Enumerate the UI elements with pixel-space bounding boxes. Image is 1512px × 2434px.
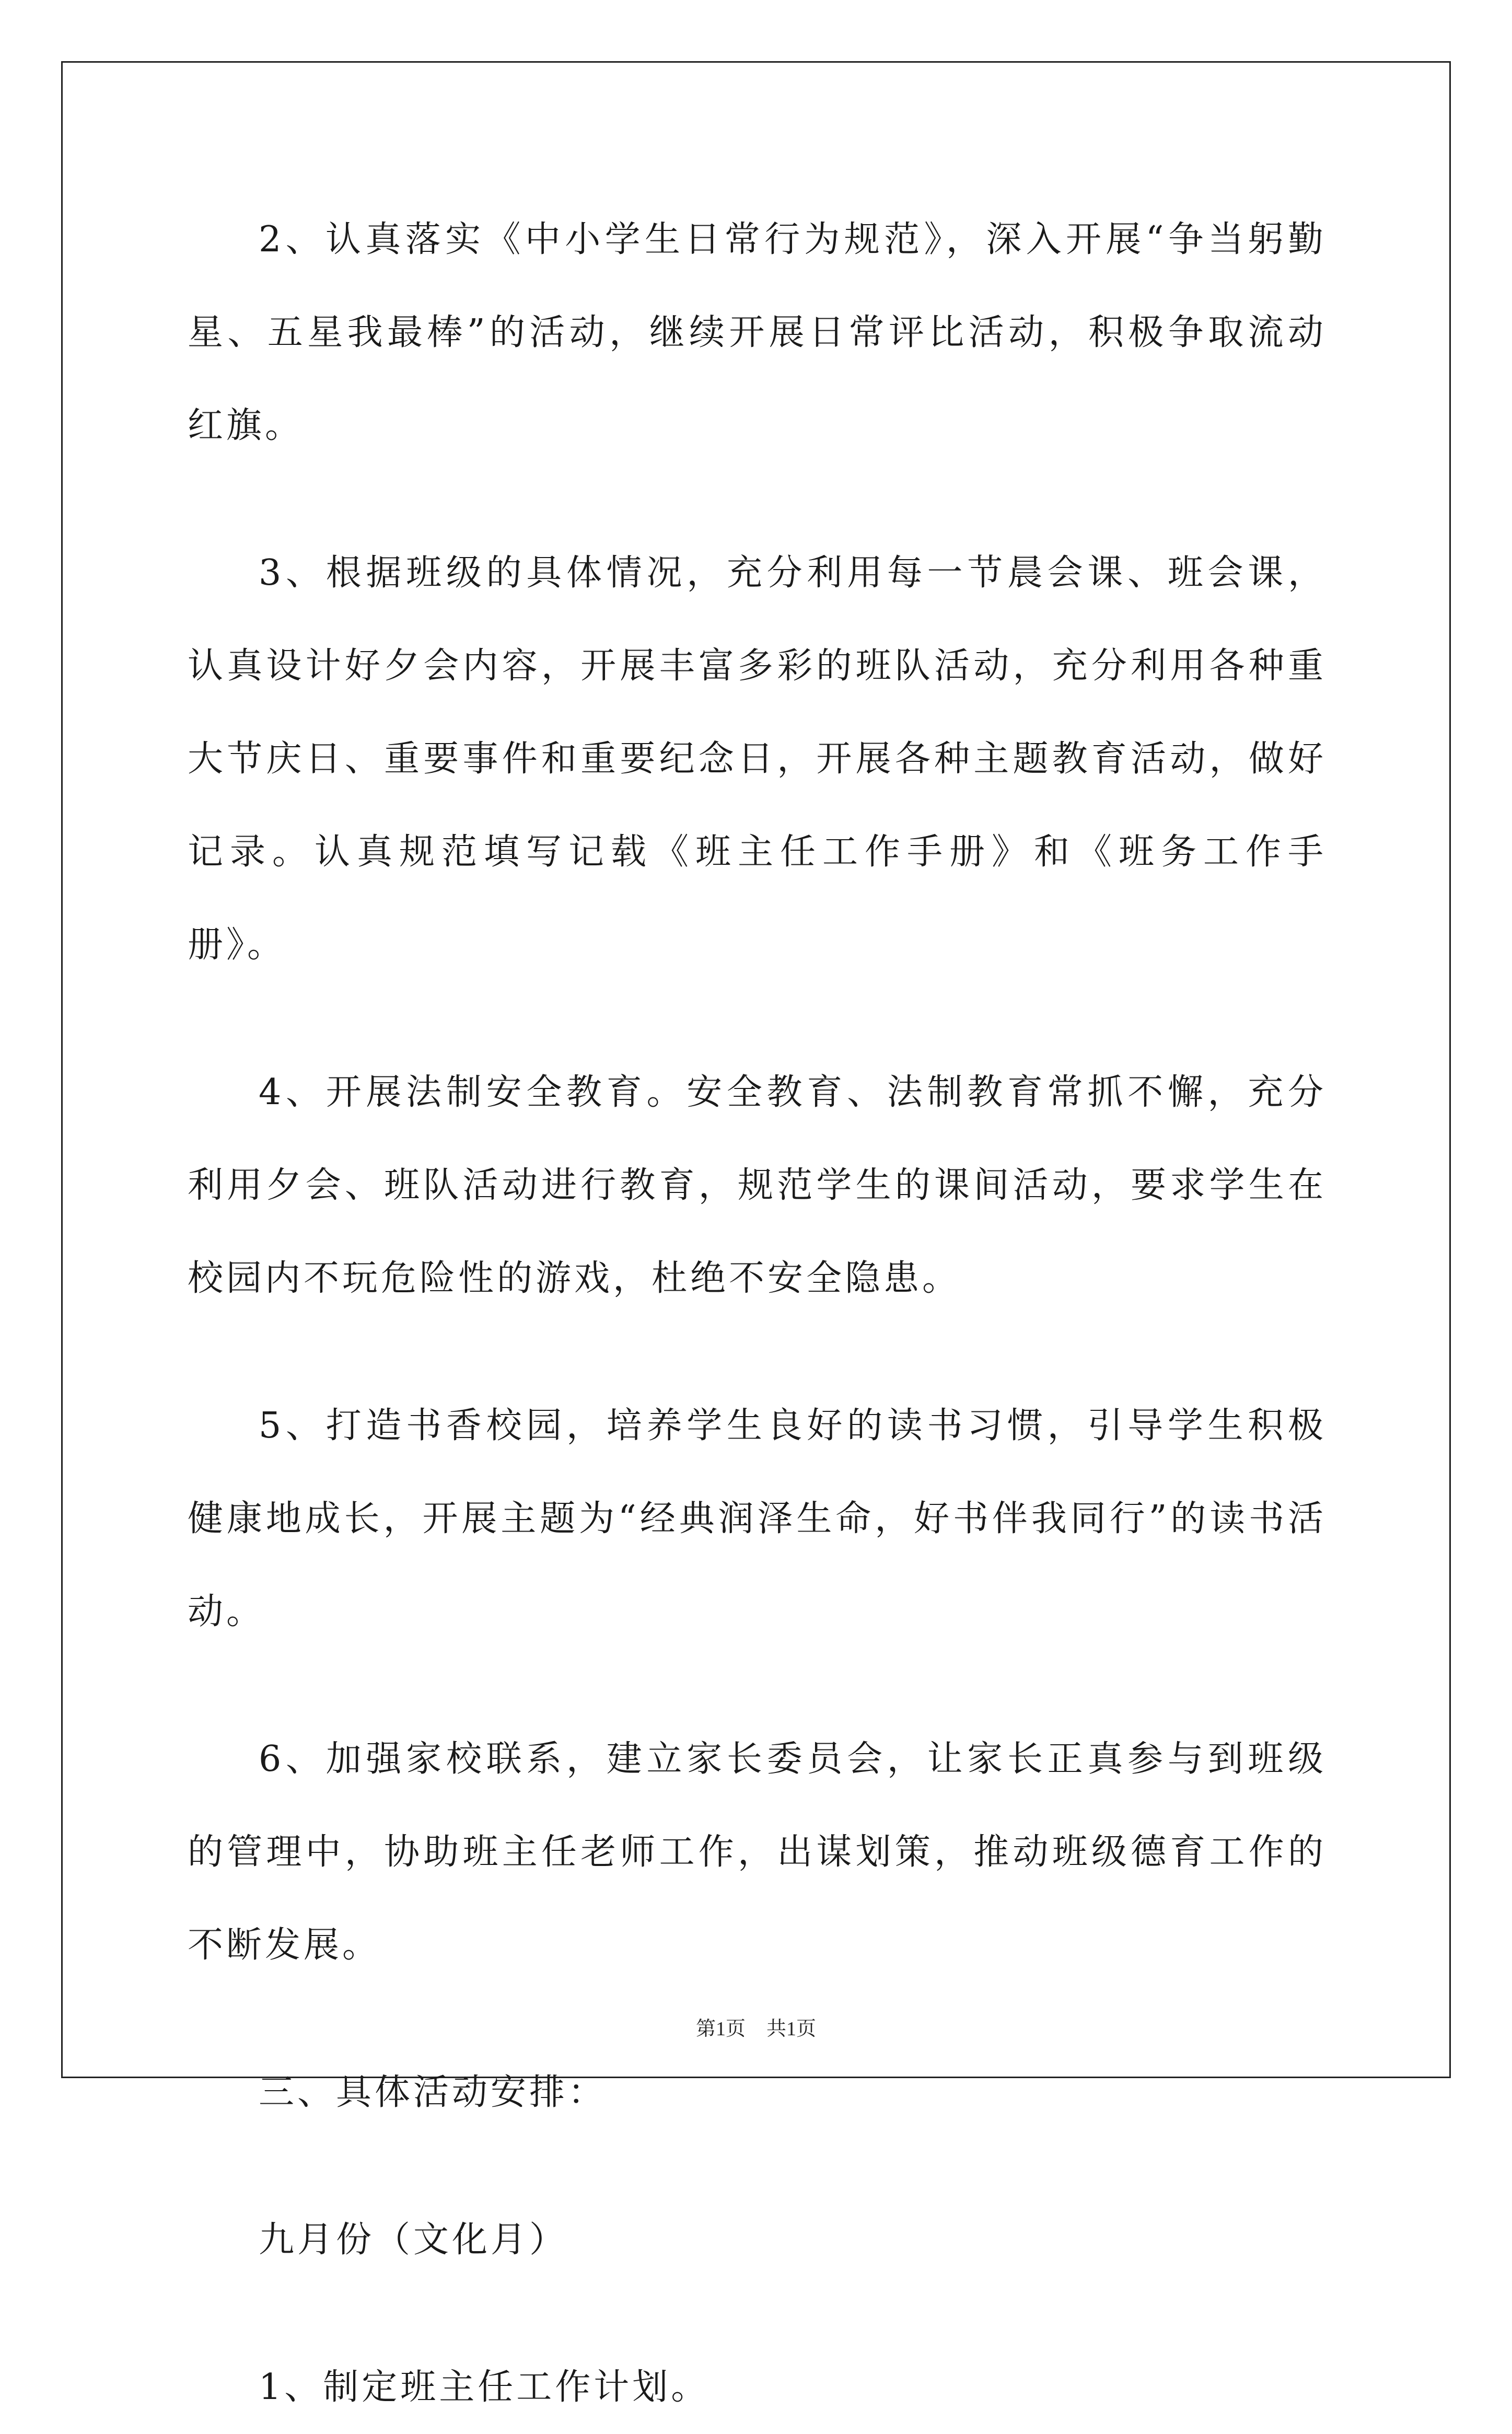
activity-item-1: 1、制定班主任工作计划。 [259, 2367, 710, 2408]
page-total: 共1页 [766, 2018, 817, 2040]
paragraph-item-6: 6、加强家校联系，建立家长委员会，让家长正真参与到班级的管理中，协助班主任老师工作，出谋划策，推动班级德育工作的不断发展。 [188, 1738, 1327, 1966]
page-number: 第1页 [695, 2018, 746, 2040]
paragraph-item-2: 2、认真落实《中小学生日常行为规范》，深入开展“争当躬勤星、五星我最棒”的活动，继续开展日常评比活动，积极争取流动红旗。 [188, 219, 1327, 446]
paragraph-item-5: 5、打造书香校园，培养学生良好的读书习惯，引导学生积极健康地成长，开展主题为“经典润泽生命，好书伴我同行”的读书活动。 [188, 1405, 1327, 1632]
document-body [188, 193, 1327, 2434]
section-heading: 三、具体活动安排： [259, 2072, 607, 2113]
paragraph-item-4: 4、开展法制安全教育。安全教育、法制教育常抓不懈，充分利用夕会、班队活动进行教育，规范学生的课间活动，要求学生在校园内不玩危险性的游戏，杜绝不安全隐患。 [188, 1072, 1327, 1299]
month-heading: 九月份（文化月） [259, 2219, 568, 2261]
page-footer [0, 2016, 1512, 2042]
paragraph-item-3: 3、根据班级的具体情况，充分利用每一节晨会课、班会课，认真设计好夕会内容，开展丰富多彩的班队活动，充分利用各种重大节庆日、重要事件和重要纪念日，开展各种主题教育活动，做好记录。认真规范填写记载《班主任工作手册》和《班务工作手册》。 [188, 552, 1327, 966]
